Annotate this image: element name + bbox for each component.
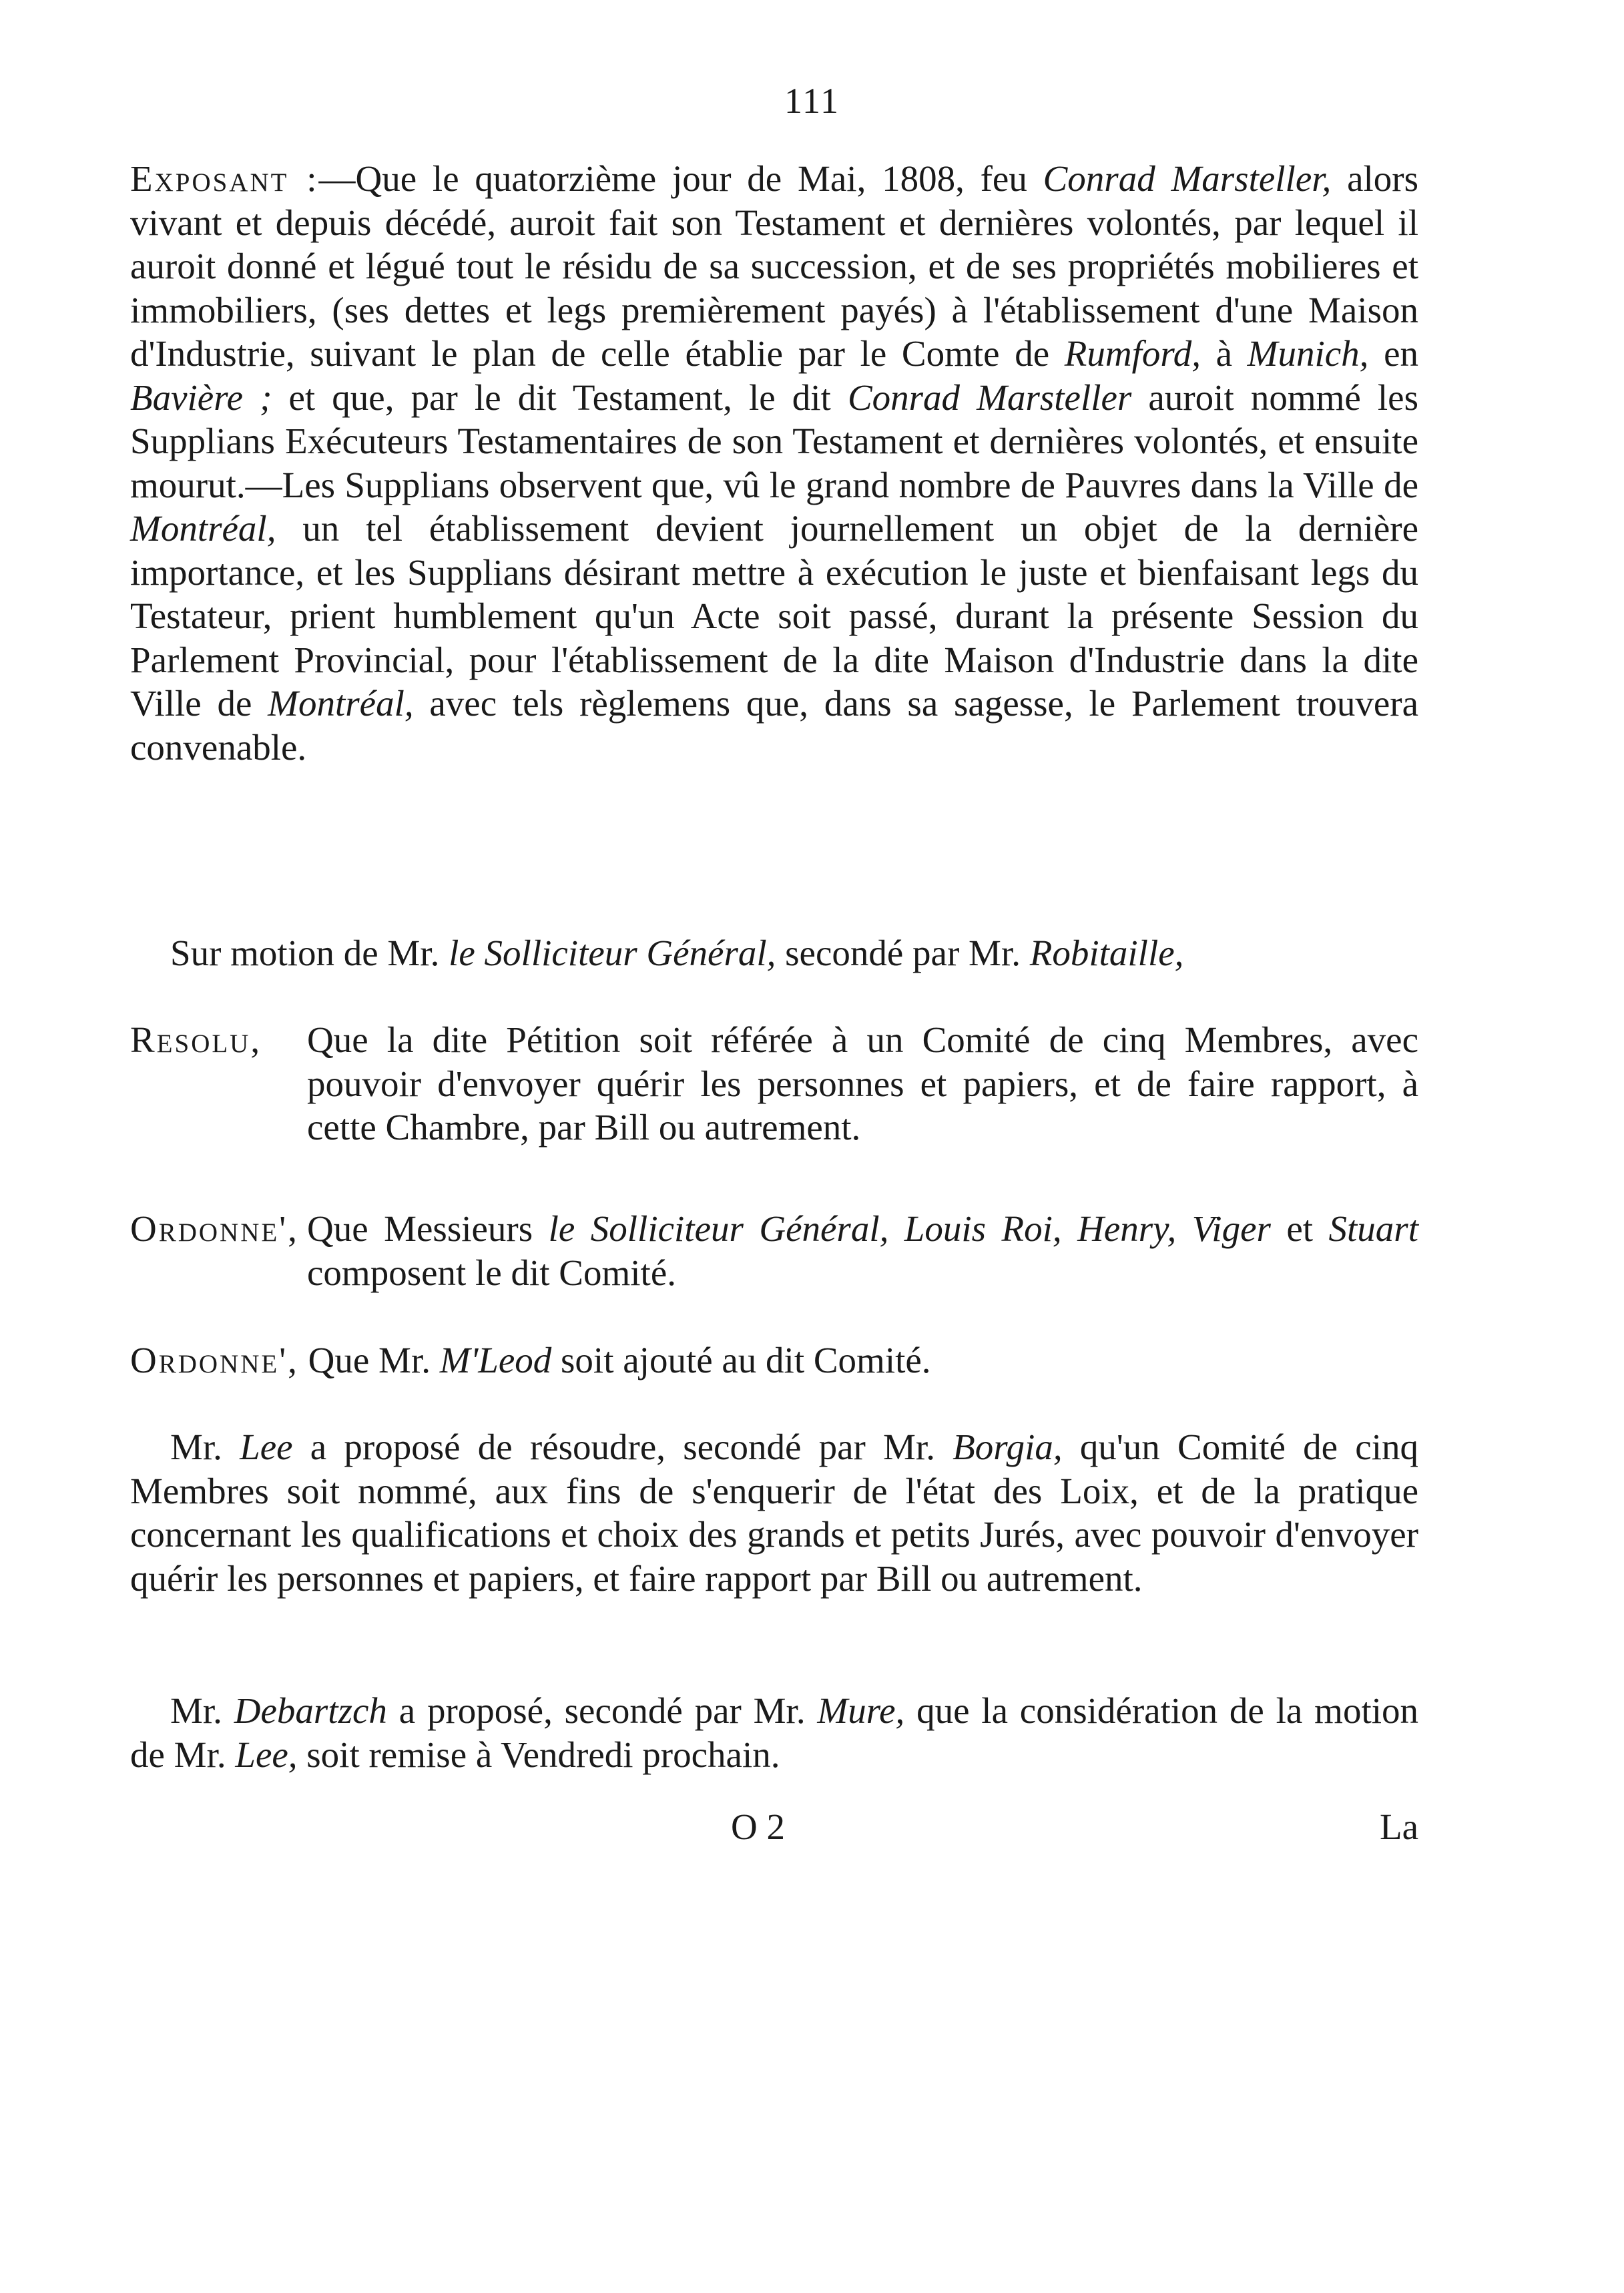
- ordonne-text-part: composent le dit Comité.: [307, 1252, 676, 1293]
- motion-text: qu'un Comité de cinq Membres soit nommé, aux fins de s'enquerir de l'état des Loix, et de la pratique concernant les qualifications et choix des grands et petits Jurés, avec pouvoir d'envoyer quérir les personnes et papiers, et faire rapport par Bill ou autrement.: [130, 1427, 1418, 1599]
- motion-text: secondé par Mr.: [776, 933, 1030, 973]
- petition-place: Montréal,: [268, 683, 414, 724]
- ordonne-label: Ordonne',: [130, 1208, 299, 1249]
- petition-text: auroit nommé les Supplians Exécuteurs Testamentaires de son Testament et dernières volontés, et ensuite mourut.—Les Supplians observent que, vû le grand nombre de Pauvres dans la Ville de: [130, 376, 1419, 505]
- petition-text: avec tels règlemens que, dans sa sagesse, le Parlement trouvera convenable.: [130, 683, 1418, 768]
- motion-text: Mr.: [170, 1690, 234, 1731]
- ordonne-entry: [130, 1207, 1418, 1294]
- motion-text: Mr.: [170, 1427, 240, 1467]
- motion-paragraph: [130, 931, 1418, 975]
- motion-text: que la considération de la motion de Mr.: [130, 1690, 1419, 1775]
- petition-name: Rumford,: [1064, 333, 1201, 374]
- petition-label: Exposant :: [130, 158, 319, 199]
- petition-place: Montréal,: [130, 508, 276, 549]
- petition-name: Conrad Marsteller,: [1043, 158, 1332, 199]
- resolu-entry: [130, 1018, 1418, 1150]
- signature-mark: O 2: [731, 1806, 785, 1847]
- petition-text: et que, par le dit Testament, le dit: [272, 376, 848, 418]
- petition-text: en: [1368, 333, 1418, 374]
- motion-text: Sur motion de Mr.: [170, 933, 449, 973]
- motion-text: soit remise à Vendredi prochain.: [297, 1734, 780, 1775]
- ordonne-label: Ordonne',: [130, 1340, 299, 1380]
- motion-name: Mure,: [817, 1690, 905, 1731]
- page-number: 111: [784, 81, 840, 121]
- motion-name: le Solliciteur Général,: [449, 933, 776, 973]
- resolu-text: Que la dite Pétition soit référée à un Comité de cinq Membres, avec pouvoir d'envoyer quérir les personnes et papiers, et de faire rapport, à cette Chambre, par Bill ou autrement.: [307, 1019, 1418, 1148]
- resolu-label: Resolu,: [130, 1019, 262, 1060]
- petition-paragraph: [130, 157, 1418, 769]
- motion-name: Lee: [240, 1427, 293, 1467]
- ordonne-entry: [130, 1338, 1418, 1382]
- motion-paragraph: [130, 1689, 1418, 1776]
- committee-member: M'Leod: [439, 1340, 552, 1380]
- petition-text: alors vivant et depuis décédé, auroit fait son Testament et dernières volontés, par lequel il auroit donné et légué tout le résidu de sa succession, et de ses propriétés mobilieres et immobiliers, (ses dettes et legs premièrement payés) à l'établissement d'une Maison d'Industrie, suivant le plan de celle établie par le Comte de: [130, 158, 1418, 374]
- committee-member: Stuart: [1328, 1208, 1418, 1249]
- ordonne-text-part: soit ajouté au dit Comité.: [551, 1340, 931, 1380]
- page-footer: [130, 1806, 1418, 1852]
- petition-text: à: [1200, 333, 1248, 374]
- motion-paragraph: [130, 1425, 1418, 1600]
- ordonne-text-part: et: [1270, 1208, 1329, 1249]
- motion-name: Debartzch: [234, 1690, 387, 1731]
- petition-name: Conrad Marsteller: [847, 376, 1132, 418]
- ordonne-text: [307, 1207, 1418, 1294]
- petition-text: un tel établissement devient journellement un objet de la dernière importance, et les Supplians désirant mettre à exécution le juste et bienfaisant legs du Testateur, prient humblement qu'un Acte soit passé, durant la présente Session du Parlement Provincial, pour l'établissement de la dite Maison d'Industrie dans la dite Ville de: [130, 508, 1418, 724]
- motion-name: Borgia,: [953, 1427, 1063, 1467]
- ordonne-text-part: Que Mr.: [308, 1340, 440, 1380]
- ordonne-text-part: Que Messieurs: [307, 1208, 549, 1249]
- petition-place: Bavière ;: [130, 376, 272, 418]
- committee-members: le Solliciteur Général, Louis Roi, Henry, Viger: [548, 1208, 1271, 1249]
- motion-name: Robitaille,: [1029, 933, 1184, 973]
- motion-name: Lee,: [235, 1734, 298, 1775]
- petition-place: Munich,: [1247, 333, 1369, 374]
- catchword: La: [1379, 1806, 1418, 1847]
- petition-text: —Que le quatorzième jour de Mai, 1808, feu: [318, 158, 1043, 199]
- motion-text: a proposé, secondé par Mr.: [386, 1690, 818, 1731]
- motion-text: a proposé de résoudre, secondé par Mr.: [292, 1427, 953, 1467]
